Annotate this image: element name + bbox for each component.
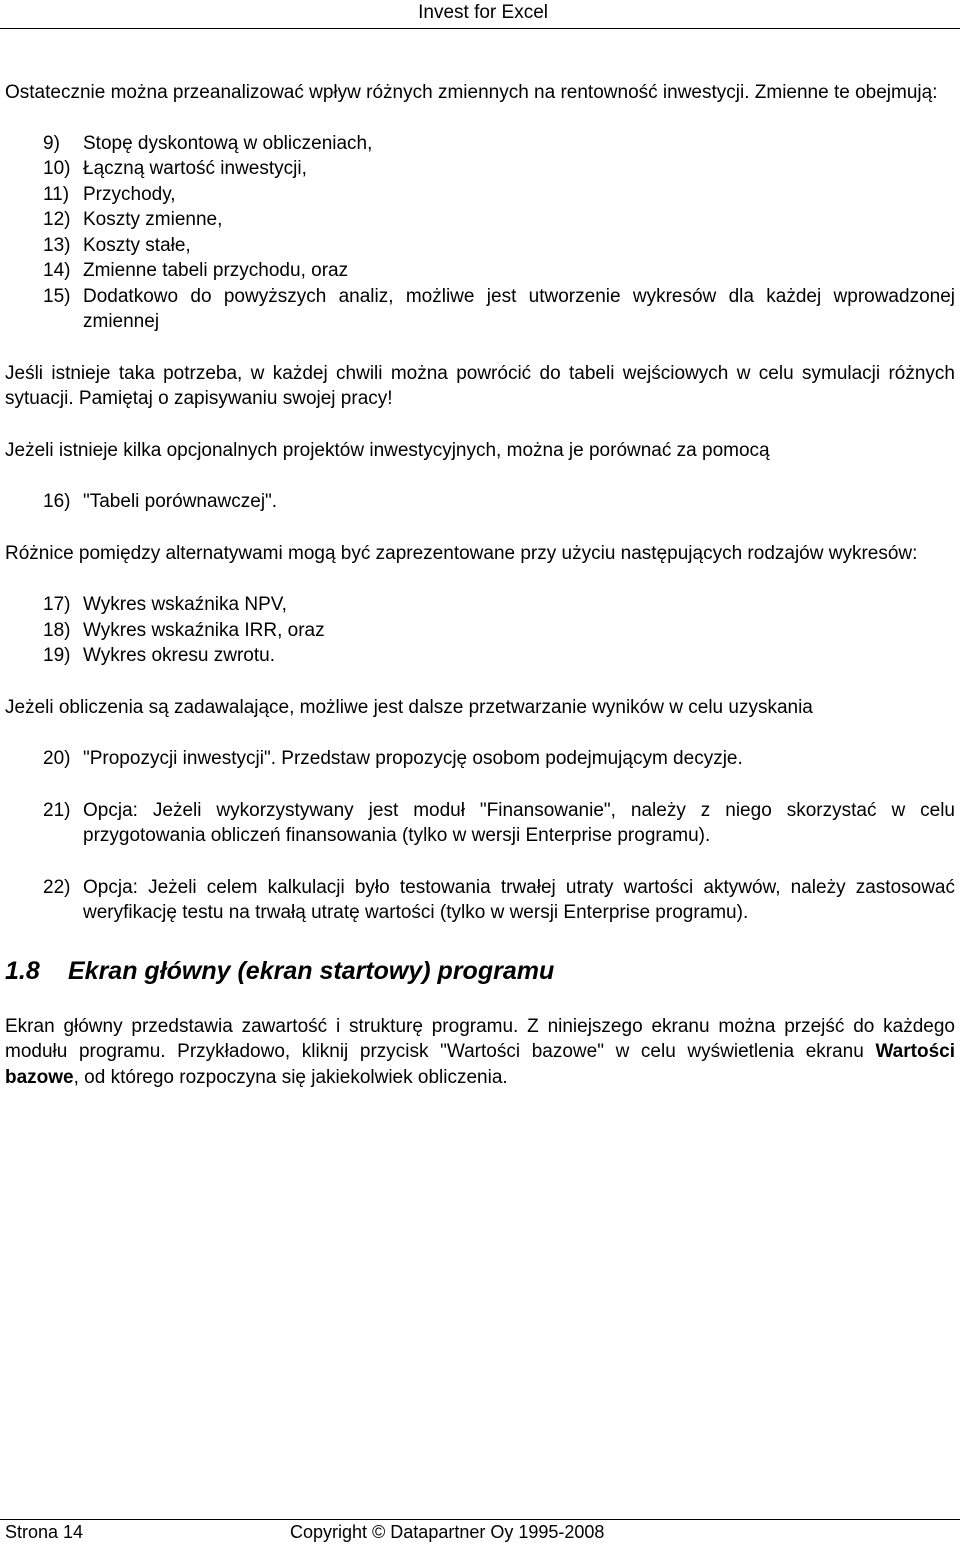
item-text: "Tabeli porównawczej".	[83, 491, 278, 512]
item-text: Koszty zmienne,	[83, 209, 223, 230]
item-number: 14)	[43, 260, 71, 281]
results-paragraph: Jeżeli obliczenia są zadawalające, możliwe jest dalsze przetwarzanie wyników w celu uzyskania	[5, 696, 813, 718]
item-number: 11)	[43, 183, 70, 205]
list-item	[5, 233, 955, 259]
list-item	[5, 489, 955, 515]
item-number: 13)	[43, 234, 71, 256]
item-text: Wykres wskaźnika IRR, oraz	[83, 619, 325, 641]
list-item	[5, 207, 955, 233]
section-title: Ekran główny (ekran startowy) programu	[68, 956, 555, 985]
item-number: 21)	[43, 799, 71, 821]
item-text: Zmienne tabeli przychodu, oraz	[83, 260, 349, 281]
return-paragraph: Jeśli istnieje taka potrzeba, w każdej chwili można powrócić do tabeli wejściowych w celu symulacji różnych sytuacji. Pamiętaj o zapisywaniu swojej pracy!	[5, 362, 955, 409]
copyright: Copyright © Datapartner Oy 1995-2008	[290, 1522, 605, 1542]
compare-paragraph: Jeżeli istnieje kilka opcjonalnych projektów inwestycyjnych, można je porównać za pomocą	[5, 439, 770, 461]
item-number: 15)	[43, 285, 71, 307]
item-number: 10)	[43, 158, 71, 179]
item-text: Opcja: Jeżeli celem kalkulacji było testowania trwałej utraty wartości aktywów, należy zastosować weryfikację testu na trwałą utratę wartości (tylko w wersji Enterprise programu).	[83, 876, 955, 923]
header-title: Invest for Excel	[418, 2, 548, 23]
list-item	[5, 798, 955, 849]
differences-paragraph: Różnice pomiędzy alternatywami mogą być zaprezentowane przy użyciu następujących rodzajów wykresów:	[5, 542, 918, 564]
charts-list	[5, 592, 955, 669]
item-number: 17)	[43, 594, 71, 615]
item-text: Dodatkowo do powyższych analiz, możliwe jest utworzenie wykresów dla każdej wprowadzonej zmiennej	[83, 285, 955, 332]
page-number: Strona 14	[5, 1522, 84, 1542]
item-text: Koszty stałe,	[83, 234, 191, 256]
item-number: 12)	[43, 209, 71, 230]
item-number: 9)	[43, 132, 60, 154]
item-text: Przychody,	[83, 183, 176, 205]
paragraph-text: Ekran główny przedstawia zawartość i strukturę programu. Z niniejszego ekranu można przejść do każdego modułu programu. Przykładowo, kliknij przycisk "Wartości bazowe" w celu wyświetlenia ekranu	[5, 1015, 955, 1062]
list-item	[5, 182, 955, 208]
list-item	[5, 592, 955, 618]
item-number: 18)	[43, 619, 71, 641]
main-screen-paragraph	[5, 1014, 955, 1091]
document-body	[5, 80, 955, 1090]
list-item	[5, 284, 955, 335]
list-item	[5, 156, 955, 182]
variables-list	[5, 131, 955, 335]
list-item	[5, 131, 955, 157]
intro-paragraph: Ostatecznie można przeanalizować wpływ różnych zmiennych na rentowność inwestycji. Zmienne te obejmują:	[5, 82, 938, 103]
page-header	[0, 0, 960, 29]
item-text: "Propozycji inwestycji". Przedstaw propozycję osobom podejmującym decyzje.	[83, 748, 743, 769]
item-text: Wykres okresu zwrotu.	[83, 645, 275, 666]
bold-term: Wartości bazowe	[5, 1041, 955, 1088]
item-number: 16)	[43, 491, 71, 512]
list-item	[5, 643, 955, 669]
page-footer	[0, 1519, 960, 1546]
list-item	[5, 875, 955, 926]
item-text: Łączną wartość inwestycji,	[83, 158, 307, 179]
section-heading	[5, 956, 955, 986]
list-item	[5, 746, 955, 772]
item-text: Stopę dyskontową w obliczeniach,	[83, 132, 373, 154]
paragraph-text: , od którego rozpoczyna się jakiekolwiek obliczenia.	[73, 1066, 508, 1088]
list-item	[5, 258, 955, 284]
item-number: 22)	[43, 876, 71, 898]
item-number: 19)	[43, 645, 71, 666]
list-item	[5, 618, 955, 644]
item-number: 20)	[43, 748, 71, 769]
item-text: Opcja: Jeżeli wykorzystywany jest moduł "Finansowanie", należy z niego skorzystać w celu przygotowania obliczeń finansowania (tylko w wersji Enterprise programu).	[83, 799, 955, 846]
item-text: Wykres wskaźnika NPV,	[83, 594, 287, 615]
section-number: 1.8	[5, 956, 40, 985]
